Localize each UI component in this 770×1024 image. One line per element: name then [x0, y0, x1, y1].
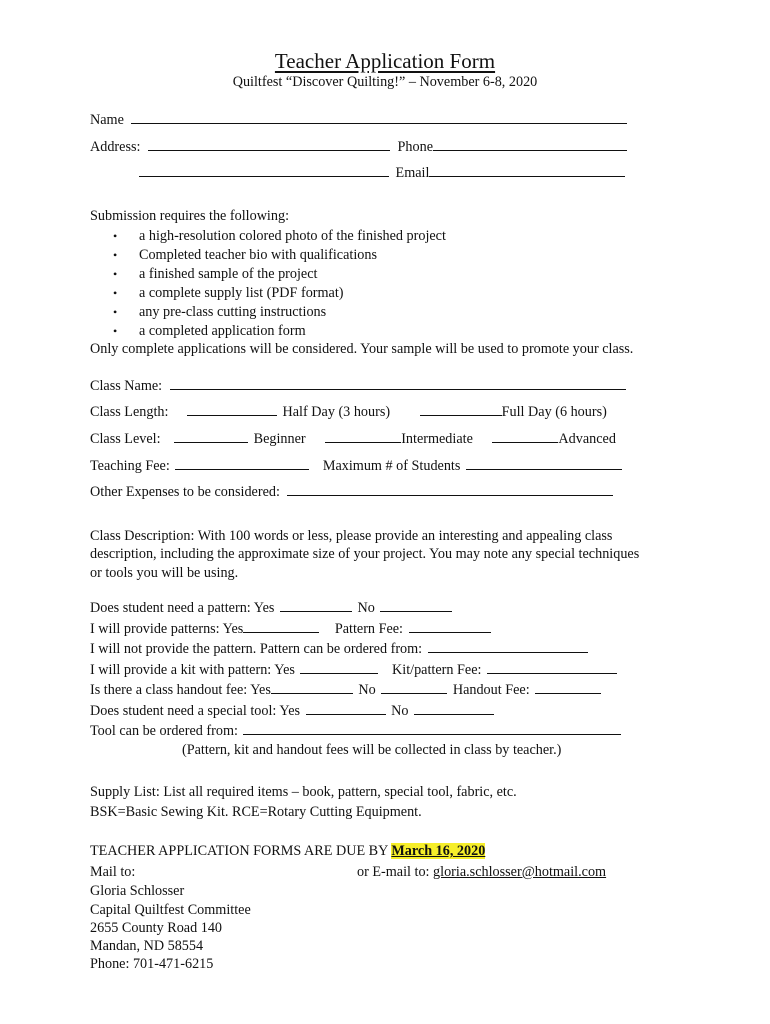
supply-abbrev-text: BSK=Basic Sewing Kit. RCE=Rotary Cutting Equipment. — [90, 804, 422, 820]
due-text: TEACHER APPLICATION FORMS ARE DUE BY — [90, 843, 388, 859]
due-row — [90, 843, 485, 860]
submission-item: a high-resolution colored photo of the finished project — [139, 228, 446, 244]
email-prefix: or E-mail to: — [357, 864, 430, 880]
email-field[interactable] — [429, 164, 625, 177]
due-date: March 16, 2020 — [391, 843, 486, 859]
beginner-label: Beginner — [253, 431, 306, 447]
supply-list-text: Supply List: List all required items – book, pattern, special tool, fabric, etc. — [90, 784, 517, 800]
mail-address-line: 2655 County Road 140 — [90, 920, 223, 936]
kit-fee-label: Kit/pattern Fee: — [392, 662, 482, 678]
bullet-glyph: • — [113, 305, 118, 319]
pattern-yes-field[interactable] — [280, 599, 352, 612]
advanced-field[interactable] — [492, 430, 558, 443]
class-name-field[interactable] — [170, 377, 626, 390]
expenses-label: Other Expenses to be considered: — [90, 484, 280, 500]
handout-row — [90, 681, 601, 699]
name-field[interactable] — [131, 111, 627, 124]
expenses-field[interactable] — [287, 483, 613, 496]
submission-item: any pre-class cutting instructions — [139, 304, 327, 320]
provide-patterns-label: I will provide patterns: Yes — [90, 621, 244, 637]
class-level-row — [90, 430, 616, 448]
advanced-label: Advanced — [558, 431, 616, 447]
kit-label: I will provide a kit with pattern: Yes — [90, 662, 295, 678]
class-name-label: Class Name: — [90, 378, 163, 394]
submission-item: a finished sample of the project — [139, 266, 318, 282]
address-label: Address: — [90, 139, 141, 155]
handout-question-label: Is there a class handout fee: Yes — [90, 682, 271, 698]
bullet-glyph: • — [113, 229, 118, 243]
submission-item: Completed teacher bio with qualifications — [139, 247, 377, 263]
contact-email-link[interactable]: gloria.schlosser@hotmail.com — [433, 864, 607, 880]
teaching-fee-row — [90, 457, 622, 475]
tool-row — [90, 702, 494, 720]
handout-fee-label: Handout Fee: — [452, 682, 530, 698]
bullet-glyph: • — [113, 324, 118, 338]
intermediate-label: Intermediate — [401, 431, 473, 447]
class-level-label: Class Level: — [90, 431, 161, 447]
bullet-glyph: • — [113, 267, 118, 281]
email-row-contact — [357, 864, 606, 881]
provide-patterns-row — [90, 620, 491, 638]
bullet-glyph: • — [113, 286, 118, 300]
expenses-row — [90, 483, 613, 501]
fees-note: (Pattern, kit and handout fees will be collected in class by teacher.) — [182, 742, 562, 758]
tool-order-row — [90, 722, 621, 740]
not-provide-label: I will not provide the pattern. Pattern can be ordered from: — [90, 641, 423, 657]
mail-phone-line: Phone: 701-471-6215 — [90, 956, 214, 972]
full-day-label: Full Day (6 hours) — [501, 404, 607, 420]
name-row — [90, 111, 627, 129]
max-students-label: Maximum # of Students — [322, 458, 461, 474]
submission-intro: Submission requires the following: — [90, 208, 290, 224]
bullet-glyph: • — [113, 248, 118, 262]
handout-no-field[interactable] — [381, 681, 447, 694]
handout-yes-field[interactable] — [271, 681, 353, 694]
phone-field[interactable] — [433, 138, 627, 151]
kit-fee-field[interactable] — [487, 661, 617, 674]
description-text: or tools you will be using. — [90, 565, 239, 581]
tool-no-label: No — [391, 703, 409, 719]
intermediate-field[interactable] — [325, 430, 401, 443]
provide-patterns-field[interactable] — [243, 620, 319, 633]
address-field[interactable] — [148, 138, 390, 151]
pattern-fee-label: Pattern Fee: — [334, 621, 404, 637]
mail-address-line: Mandan, ND 58554 — [90, 938, 204, 954]
beginner-field[interactable] — [174, 430, 248, 443]
pattern-question-label: Does student need a pattern: Yes — [90, 600, 275, 616]
full-day-field[interactable] — [420, 403, 502, 416]
form-subtitle: Quiltfest “Discover Quilting!” – November 6-8, 2020 — [232, 74, 538, 90]
handout-no-label: No — [358, 682, 376, 698]
pattern-source-field[interactable] — [428, 640, 588, 653]
description-text: Class Description: With 100 words or less, please provide an interesting and appealing class — [90, 528, 613, 544]
not-provide-row — [90, 640, 588, 658]
tool-question-label: Does student need a special tool: Yes — [90, 703, 301, 719]
teaching-fee-field[interactable] — [175, 457, 309, 470]
tool-order-label: Tool can be ordered from: — [90, 723, 238, 739]
tool-no-field[interactable] — [414, 702, 494, 715]
tool-order-field[interactable] — [243, 722, 621, 735]
pattern-fee-field[interactable] — [409, 620, 491, 633]
description-text: description, including the approximate size of your project. You may note any special techniques — [90, 546, 640, 562]
email-row — [139, 164, 625, 182]
tool-yes-field[interactable] — [306, 702, 386, 715]
form-title: Teacher Application Form — [274, 49, 496, 73]
class-length-label: Class Length: — [90, 404, 169, 420]
address-row — [90, 138, 627, 156]
submission-note: Only complete applications will be considered. Your sample will be used to promote your class. — [90, 341, 634, 357]
handout-fee-field[interactable] — [535, 681, 601, 694]
submission-item: a complete supply list (PDF format) — [139, 285, 344, 301]
mail-to-label: Mail to: — [90, 864, 136, 880]
email-label: Email — [395, 165, 430, 181]
kit-yes-field[interactable] — [300, 661, 378, 674]
half-day-label: Half Day (3 hours) — [282, 404, 391, 420]
pattern-question-row — [90, 599, 452, 617]
kit-row — [90, 661, 617, 679]
class-length-row — [90, 403, 607, 421]
max-students-field[interactable] — [466, 457, 622, 470]
mail-address-line: Gloria Schlosser — [90, 883, 185, 899]
half-day-field[interactable] — [187, 403, 277, 416]
pattern-no-label: No — [357, 600, 375, 616]
class-name-row — [90, 377, 626, 395]
teaching-fee-label: Teaching Fee: — [90, 458, 170, 474]
mail-address-line: Capital Quiltfest Committee — [90, 902, 251, 918]
submission-item: a completed application form — [139, 323, 306, 339]
pattern-no-field[interactable] — [380, 599, 452, 612]
address-field-2[interactable] — [139, 164, 389, 177]
phone-label: Phone — [397, 139, 434, 155]
name-label: Name — [90, 112, 124, 128]
